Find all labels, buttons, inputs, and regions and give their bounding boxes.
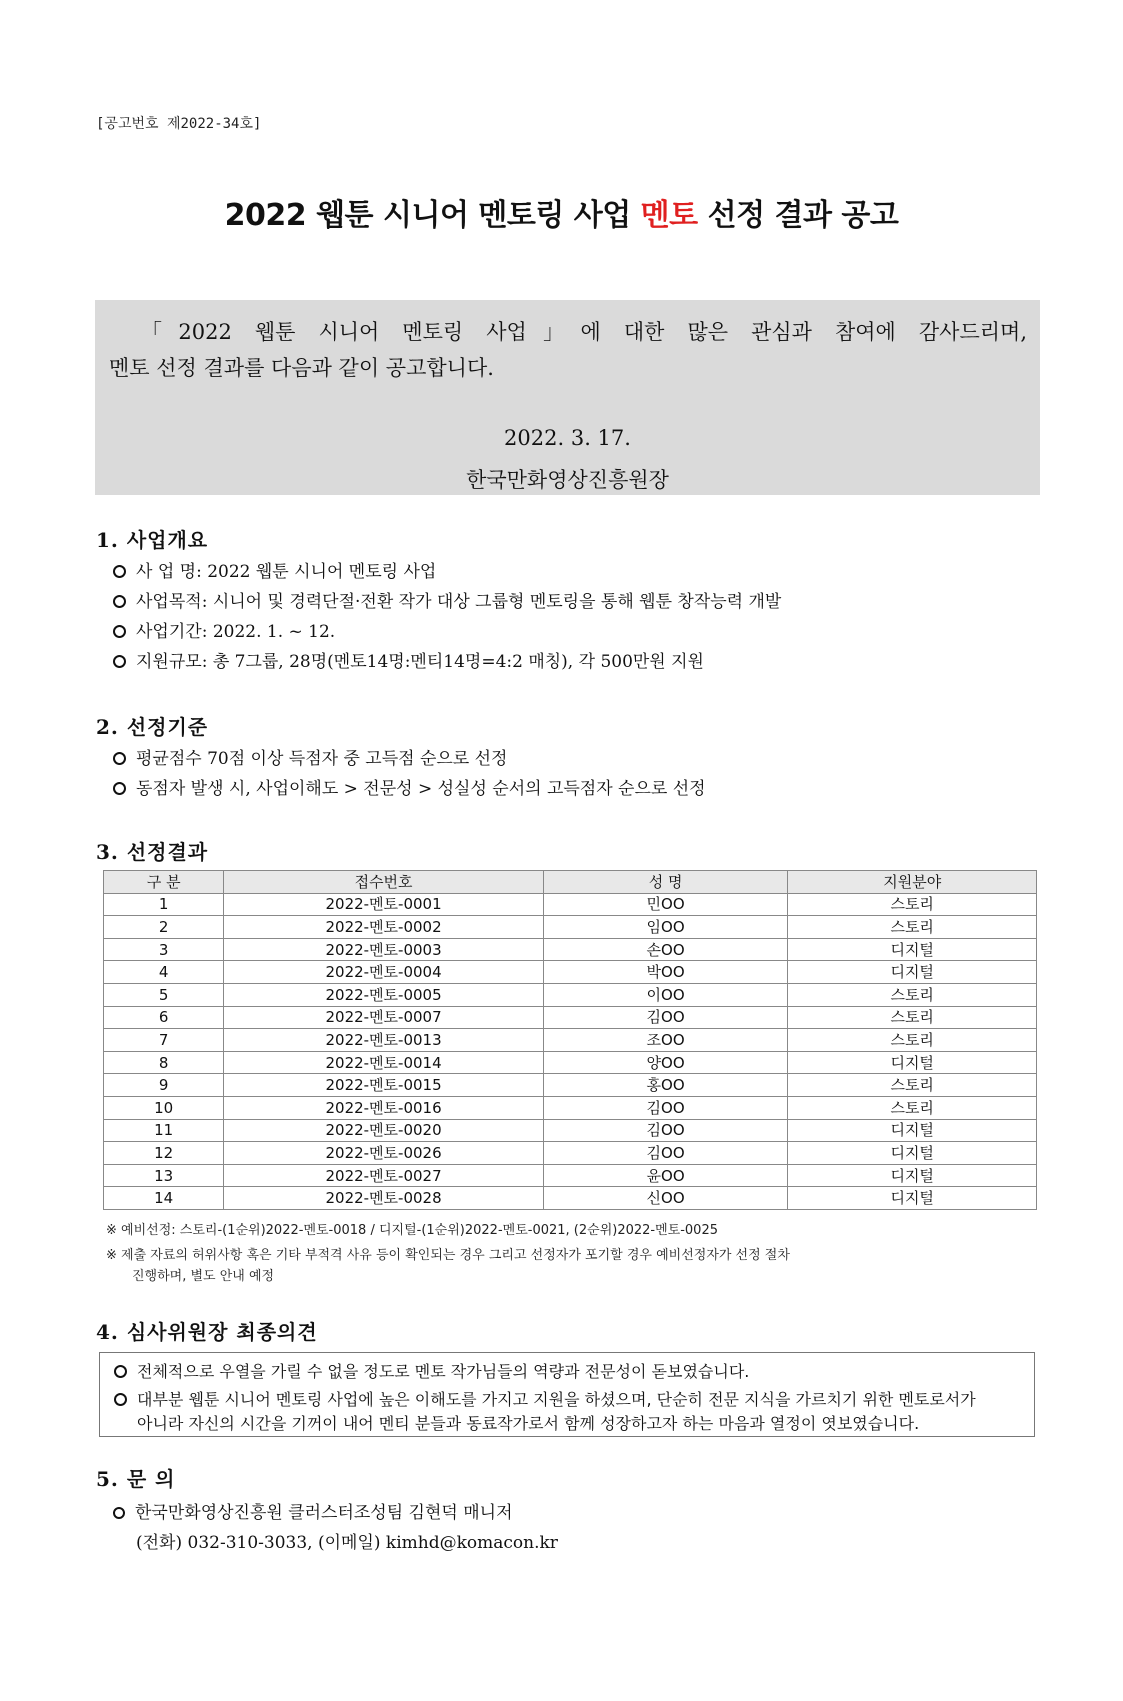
cell-field: 스토리	[788, 1006, 1037, 1029]
page-title	[0, 190, 1123, 234]
cell-reg-no: 2022-멘토-0020	[224, 1119, 543, 1142]
cell-no: 8	[104, 1051, 224, 1074]
table-row	[104, 983, 1037, 1006]
cell-name: 손OO	[543, 938, 788, 961]
title-highlight: 멘토	[640, 198, 698, 233]
cell-reg-no: 2022-멘토-0003	[224, 938, 543, 961]
cell-field: 디지털	[788, 961, 1037, 984]
bullet-circle-icon	[113, 565, 126, 578]
opinion-item	[114, 1359, 749, 1382]
col-header-name: 성 명	[543, 871, 788, 894]
cell-reg-no: 2022-멘토-0004	[224, 961, 543, 984]
cell-no: 4	[104, 961, 224, 984]
cell-field: 디지털	[788, 1142, 1037, 1165]
table-row	[104, 961, 1037, 984]
s2-item-text: 동점자 발생 시, 사업이해도 > 전문성 > 성실성 순서의 고득점자 순으로 선정	[136, 779, 706, 799]
s1-item-text: 사업목적: 시니어 및 경력단절·전환 작가 대상 그룹형 멘토링을 통해 웹툰 창작능력 개발	[136, 592, 782, 612]
cell-name: 김OO	[543, 1096, 788, 1119]
table-row	[104, 916, 1037, 939]
cell-reg-no: 2022-멘토-0016	[224, 1096, 543, 1119]
opinion-text: 전체적으로 우열을 가릴 수 없을 정도로 멘토 작가님들의 역량과 전문성이 돋보였습니다.	[137, 1362, 750, 1381]
cell-name: 홍OO	[543, 1074, 788, 1097]
cell-no: 2	[104, 916, 224, 939]
results-table-body	[104, 893, 1037, 1209]
cell-field: 디지털	[788, 1119, 1037, 1142]
intro-line-2: 멘토 선정 결과를 다음과 같이 공고합니다.	[109, 356, 494, 380]
cell-reg-no: 2022-멘토-0002	[224, 916, 543, 939]
s2-item-text: 평균점수 70점 이상 득점자 중 고득점 순으로 선정	[136, 749, 508, 769]
cell-name: 임OO	[543, 916, 788, 939]
opinion-text: 대부분 웹툰 시니어 멘토링 사업에 높은 이해도를 가지고 지원을 하셨으며, 단순히 전문 지식을 가르치기 위한 멘토로서가	[137, 1390, 976, 1409]
s1-item	[113, 587, 781, 612]
s1-item-text: 사업기간: 2022. 1. ~ 12.	[136, 622, 336, 642]
cell-name: 양OO	[543, 1051, 788, 1074]
cell-field: 스토리	[788, 983, 1037, 1006]
cell-no: 1	[104, 893, 224, 916]
table-row	[104, 938, 1037, 961]
table-row	[104, 1164, 1037, 1187]
section-4-heading: 4. 심사위원장 최종의견	[96, 1320, 318, 1344]
results-table	[103, 870, 1037, 1210]
title-part-1: 2022 웹툰 시니어 멘토링 사업	[224, 198, 641, 233]
cell-field: 디지털	[788, 1187, 1037, 1210]
contact-person	[113, 1498, 513, 1523]
contact-details: (전화) 032-310-3033, (이메일) kimhd@komacon.kr	[136, 1533, 558, 1553]
cell-name: 박OO	[543, 961, 788, 984]
cell-reg-no: 2022-멘토-0005	[224, 983, 543, 1006]
s1-item	[113, 647, 704, 672]
cell-reg-no: 2022-멘토-0027	[224, 1164, 543, 1187]
cell-no: 3	[104, 938, 224, 961]
bullet-circle-icon	[113, 655, 126, 668]
table-row	[104, 1096, 1037, 1119]
cell-no: 13	[104, 1164, 224, 1187]
cell-no: 9	[104, 1074, 224, 1097]
cell-field: 스토리	[788, 893, 1037, 916]
intro-line-1: 「2022 웹툰 시니어 멘토링 사업」에 대한 많은 관심과 참여에 감사드리며,	[141, 320, 1027, 344]
cell-field: 스토리	[788, 1096, 1037, 1119]
table-header-row	[104, 871, 1037, 894]
cell-no: 5	[104, 983, 224, 1006]
title-part-2: 선정 결과 공고	[697, 198, 899, 233]
bullet-circle-icon	[113, 782, 126, 795]
cell-name: 김OO	[543, 1142, 788, 1165]
cell-field: 디지털	[788, 938, 1037, 961]
section-2-heading: 2. 선정기준	[96, 715, 209, 739]
reserve-selection-note: ※ 예비선정: 스토리-(1순위)2022-멘토-0018 / 디지털-(1순위)2022-멘토-0021, (2순위)2022-멘토-0025	[106, 1223, 718, 1238]
notice-number: [공고번호 제2022-34호]	[96, 116, 262, 132]
cell-reg-no: 2022-멘토-0015	[224, 1074, 543, 1097]
section-1-heading: 1. 사업개요	[96, 528, 209, 552]
intro-paragraph	[109, 314, 1027, 386]
cell-reg-no: 2022-멘토-0014	[224, 1051, 543, 1074]
s1-item-text: 사 업 명: 2022 웹툰 시니어 멘토링 사업	[136, 562, 437, 582]
s2-item	[113, 744, 507, 769]
cell-field: 스토리	[788, 1029, 1037, 1052]
bullet-circle-icon	[114, 1393, 127, 1406]
table-row	[104, 1029, 1037, 1052]
s1-item	[113, 557, 436, 582]
s1-item-text: 지원규모: 총 7그룹, 28명(멘토14명:멘티14명=4:2 매칭), 각 500만원 지원	[136, 652, 704, 672]
cell-field: 디지털	[788, 1051, 1037, 1074]
bullet-circle-icon	[113, 1507, 125, 1519]
opinion-item	[114, 1387, 976, 1410]
bullet-circle-icon	[113, 752, 126, 765]
table-row	[104, 1142, 1037, 1165]
cell-name: 조OO	[543, 1029, 788, 1052]
section-5-heading: 5. 문 의	[96, 1467, 176, 1491]
table-row	[104, 1074, 1037, 1097]
cell-no: 6	[104, 1006, 224, 1029]
intro-box	[95, 300, 1040, 495]
cell-reg-no: 2022-멘토-0028	[224, 1187, 543, 1210]
cell-no: 11	[104, 1119, 224, 1142]
table-row	[104, 893, 1037, 916]
col-header-no: 구 분	[104, 871, 224, 894]
cell-name: 김OO	[543, 1006, 788, 1029]
contact-person-text: 한국만화영상진흥원 클러스터조성팀 김현덕 매니저	[135, 1503, 513, 1523]
bullet-circle-icon	[113, 625, 126, 638]
cell-no: 12	[104, 1142, 224, 1165]
s2-item	[113, 774, 706, 799]
s1-item	[113, 617, 335, 642]
cell-field: 스토리	[788, 1074, 1037, 1097]
cell-name: 김OO	[543, 1119, 788, 1142]
table-row	[104, 1119, 1037, 1142]
cell-reg-no: 2022-멘토-0013	[224, 1029, 543, 1052]
cell-reg-no: 2022-멘토-0001	[224, 893, 543, 916]
table-row	[104, 1051, 1037, 1074]
cell-name: 이OO	[543, 983, 788, 1006]
cell-name: 윤OO	[543, 1164, 788, 1187]
cell-field: 스토리	[788, 916, 1037, 939]
bullet-circle-icon	[113, 595, 126, 608]
cell-field: 디지털	[788, 1164, 1037, 1187]
table-row	[104, 1187, 1037, 1210]
cell-no: 10	[104, 1096, 224, 1119]
bullet-circle-icon	[114, 1365, 127, 1378]
disqualification-note-cont: 진행하며, 별도 안내 예정	[132, 1269, 275, 1284]
col-header-field: 지원분야	[788, 871, 1037, 894]
table-row	[104, 1006, 1037, 1029]
cell-no: 14	[104, 1187, 224, 1210]
opinion-item-cont: 아니라 자신의 시간을 기꺼이 내어 멘티 분들과 동료작가로서 함께 성장하고자 하는 마음과 열정이 엿보였습니다.	[137, 1414, 920, 1433]
issuing-organization: 한국만화영상진흥원장	[466, 468, 669, 492]
cell-reg-no: 2022-멘토-0026	[224, 1142, 543, 1165]
disqualification-note: ※ 제출 자료의 허위사항 혹은 기타 부적격 사유 등이 확인되는 경우 그리고 선정자가 포기할 경우 예비선정자가 선정 절차	[106, 1248, 790, 1263]
cell-no: 7	[104, 1029, 224, 1052]
section-3-heading: 3. 선정결과	[96, 840, 209, 864]
announcement-date: 2022. 3. 17.	[504, 426, 631, 450]
cell-name: 민OO	[543, 893, 788, 916]
opinion-box	[99, 1352, 1035, 1437]
cell-reg-no: 2022-멘토-0007	[224, 1006, 543, 1029]
col-header-reg-no: 접수번호	[224, 871, 543, 894]
cell-name: 신OO	[543, 1187, 788, 1210]
